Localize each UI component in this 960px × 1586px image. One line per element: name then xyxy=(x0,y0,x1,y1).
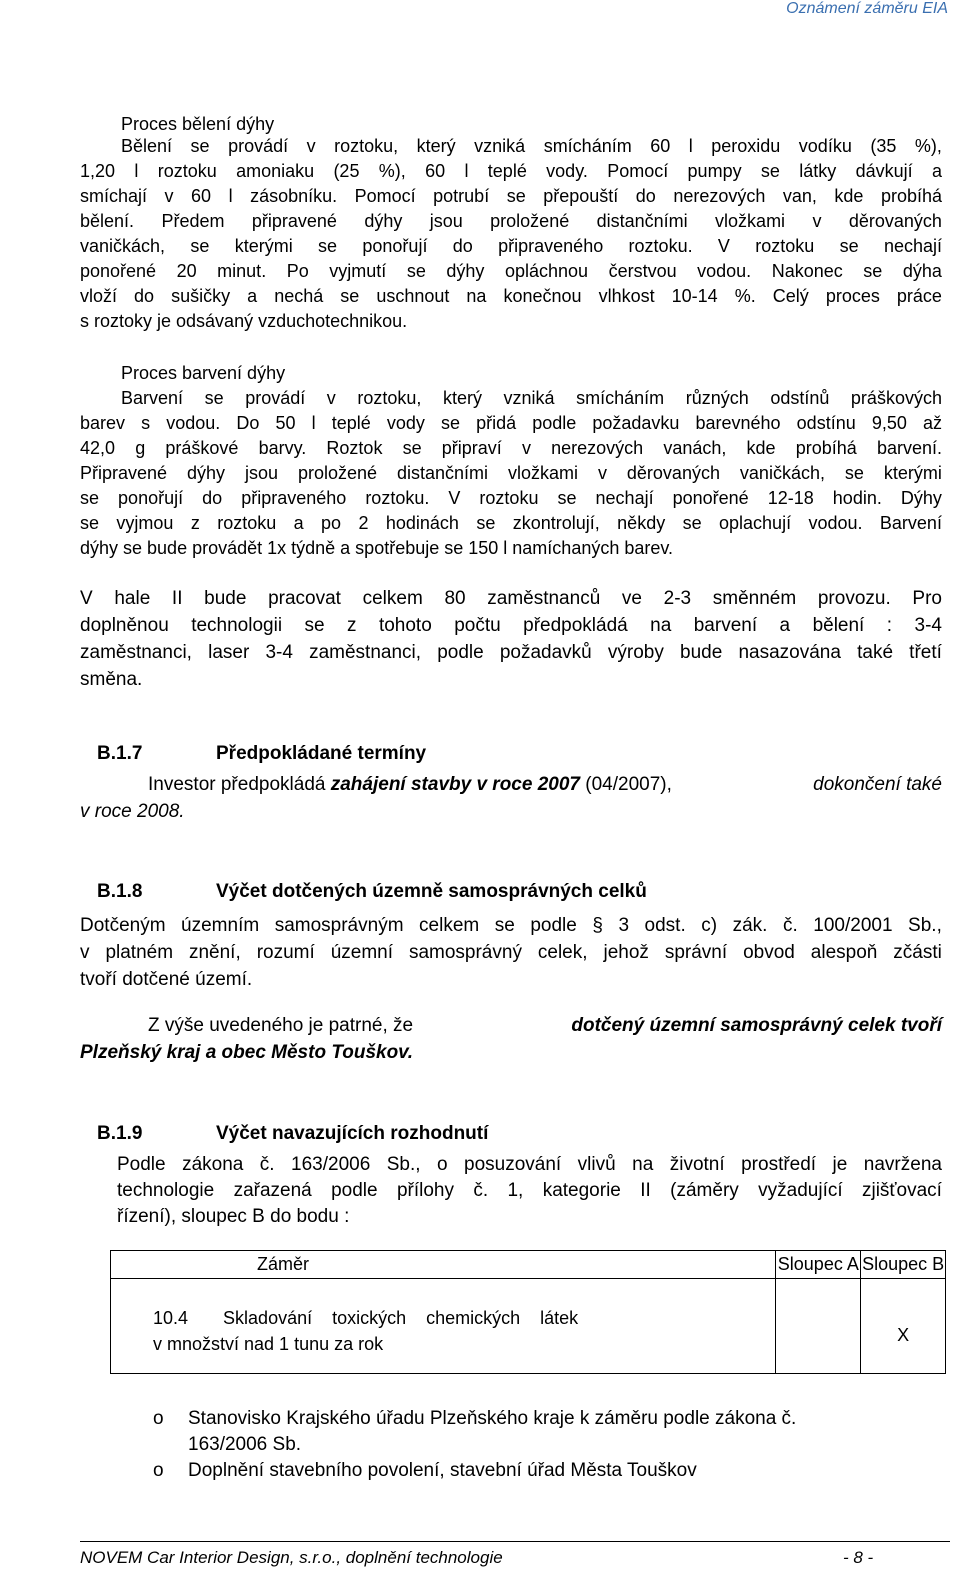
text-line: bělení. Předem připravené dýhy jsou proložené distančními vložkami v děrovaných xyxy=(80,211,942,231)
section-number: B.1.9 xyxy=(97,1123,143,1144)
text-line: smíchají v 60 l zásobníku. Pomocí potrubí se přepouští do nerezových van, kde probíhá xyxy=(80,186,942,206)
schedule-line xyxy=(148,772,942,797)
conclusion-emphasis-cont: Plzeňský kraj a obec Město Touškov. xyxy=(80,1042,413,1063)
table-header-cell: Sloupec A xyxy=(776,1251,861,1279)
text-line: V hale II bude pracovat celkem 80 zaměstnanců ve 2-3 směnném provozu. Pro xyxy=(80,588,942,609)
table-header-cell: Záměr xyxy=(111,1251,776,1279)
bullet-icon: o xyxy=(153,1408,164,1429)
section-title: Výčet dotčených územně samosprávných celků xyxy=(216,881,647,902)
text-line: v platném znění, rozumí územní samosprávný celek, jehož správní obvod alespoň zčásti xyxy=(80,942,942,963)
text-line: Připravené dýhy jsou proložené distančními vložkami v děrovaných vaničkách, se kterými xyxy=(80,463,942,483)
completion-year: v roce 2008. xyxy=(80,801,185,822)
text-line: technologie zařazená podle přílohy č. 1, kategorie II (záměry vyžadující zjišťovací xyxy=(117,1180,942,1201)
start-date-emphasis: zahájení stavby v roce 2007 xyxy=(330,774,580,795)
bullet-icon: o xyxy=(153,1460,164,1481)
decision-table xyxy=(110,1250,946,1374)
b19-paragraph xyxy=(117,1152,942,1230)
completion-text: dokončení také xyxy=(813,774,942,795)
text-line: doplněnou technologii se z tohoto počtu předpokládá na barvení a bělení : 3-4 xyxy=(80,615,942,636)
section-title: Předpokládané termíny xyxy=(216,743,427,764)
cell-line: v množství nad 1 tunu za rok xyxy=(153,1334,384,1354)
footer-left: NOVEM Car Interior Design, s.r.o., doplnění technologie xyxy=(80,1548,503,1567)
text-line: Barvení se provádí v roztoku, který vzniká smícháním různých odstínů práškových xyxy=(121,388,942,408)
table-cell-description xyxy=(111,1279,776,1374)
bullet-text: Stanovisko Krajského úřadu Plzeňského kraje k záměru podle zákona č. xyxy=(188,1408,797,1429)
section-number: B.1.7 xyxy=(97,743,143,764)
bullet-text: Doplnění stavebního povolení, stavební úřad Města Touškov xyxy=(188,1460,697,1481)
text-line: Podle zákona č. 163/2006 Sb., o posuzování vlivů na životní prostředí je navržena xyxy=(117,1154,942,1175)
table-header-cell: Sloupec B xyxy=(861,1251,946,1279)
text-line: s roztoky je odsávaný vzduchotechnikou. xyxy=(80,311,408,331)
bullet-text-cont: 163/2006 Sb. xyxy=(188,1434,302,1455)
section-number: B.1.8 xyxy=(97,881,143,902)
text-line: zaměstnanci, laser 3-4 zaměstnanci, podle požadavků výroby bude nasazována také třetí xyxy=(80,642,942,663)
b18-paragraph xyxy=(80,912,942,993)
section-title: Výčet navazujících rozhodnutí xyxy=(216,1123,489,1144)
text-run: (04/2007), xyxy=(580,774,672,795)
bleaching-heading: Proces bělení dýhy xyxy=(121,114,275,134)
text-line: barev s vodou. Do 50 l teplé vody se přidá podle požadavku barevného odstínu 9,50 až xyxy=(80,413,942,433)
page-number: - 8 - xyxy=(843,1548,874,1567)
text-run: Z výše uvedeného je patrné, že xyxy=(148,1015,414,1036)
text-line: vloží do sušičky a nechá se uschnout na konečnou vlhkost 10-14 %. Celý proces práce xyxy=(80,286,942,306)
text-line: Dotčeným územním samosprávným celkem se podle § 3 odst. c) zák. č. 100/2001 Sb., xyxy=(80,915,942,936)
conclusion-emphasis: dotčený územní samosprávný celek tvoří xyxy=(571,1015,942,1036)
text-line: se vyjmou z roztoku a po 2 hodinách se zkontrolují, někdy se oplachují vodou. Barvení xyxy=(80,513,942,533)
staff-paragraph xyxy=(80,585,942,693)
text-line: se ponořují do připraveného roztoku. V roztoku se nechají ponořené 12-18 hodin. Dýhy xyxy=(80,488,942,508)
table-cell xyxy=(776,1279,861,1374)
dyeing-heading: Proces barvení dýhy xyxy=(121,363,286,383)
table-cell-mark: X xyxy=(861,1279,946,1374)
text-line: 1,20 l roztoku amoniaku (25 %), 60 l teplé vody. Pomocí pumpy se látky dávkují a xyxy=(80,161,942,181)
text-line: vaničkách, se kterými se ponořují do připraveného roztoku. V roztoku se nechají xyxy=(80,236,942,256)
bleaching-paragraph xyxy=(80,134,942,334)
text-run: Investor předpokládá xyxy=(148,774,331,795)
table-header-row xyxy=(111,1251,946,1279)
table-row xyxy=(111,1279,946,1374)
text-line: tvoří dotčené území. xyxy=(80,969,253,990)
text-line: Bělení se provádí v roztoku, který vzniká smícháním 60 l peroxidu vodíku (35 %), xyxy=(121,136,942,156)
footer-divider xyxy=(80,1541,950,1542)
text-line: směna. xyxy=(80,669,143,690)
dyeing-paragraph xyxy=(80,386,942,561)
cell-line: 10.4 Skladování toxických chemických látek xyxy=(153,1308,579,1328)
running-header: Oznámení záměru EIA xyxy=(786,0,948,17)
text-line: dýhy se bude provádět 1x týdně a spotřebuje se 150 l namíchaných barev. xyxy=(80,538,674,558)
conclusion-line xyxy=(148,1013,942,1038)
text-line: řízení), sloupec B do bodu : xyxy=(117,1206,350,1227)
text-line: 42,0 g práškové barvy. Roztok se připraví v nerezových vanách, kde probíhá barvení. xyxy=(80,438,942,458)
text-line: ponořené 20 minut. Po vyjmutí se dýhy opláchnou čerstvou vodou. Nakonec se dýha xyxy=(80,261,942,281)
